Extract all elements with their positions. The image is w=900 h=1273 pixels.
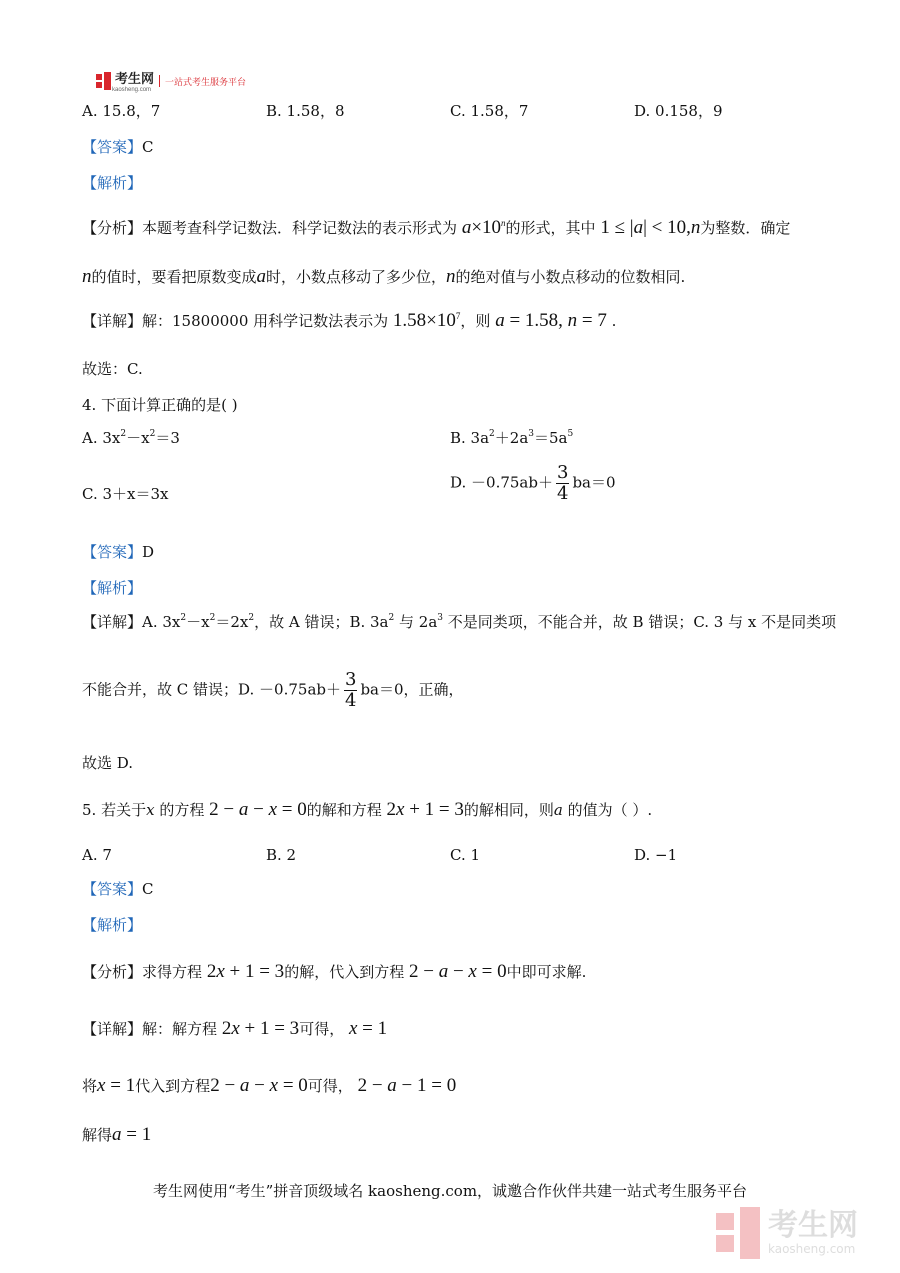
q4-option-b [450,428,573,448]
math-var: x [146,801,155,819]
text: 不是同类项，不能合并，故 B 错误；C. 3 与 x 不是同类项 [443,613,837,631]
fenxi-tag: 【分析】 [82,219,143,237]
math-expression [600,217,700,238]
text: ba＝0 [572,473,616,492]
math-text: ×10 [471,217,502,238]
answer-value: D [142,543,155,561]
q3-option-a: A. 15.8，7 [82,102,161,120]
text: 时，小数点移动了多少位， [266,268,447,286]
math-var: n [446,266,456,287]
math-expression [97,1075,135,1096]
q4-conclusion: 故选 D. [82,754,134,772]
math-text: 2 − [357,1075,388,1096]
text: ＋2a [494,429,529,447]
text: 可得， [299,1020,345,1038]
q3-option-b: B. 1.58，8 [266,102,345,120]
q5-stem [82,800,652,820]
exponent: 2 [248,613,255,623]
math-text: 1.58×10 [392,310,456,331]
math-expression [209,799,307,820]
detail-tag: 【详解】 [82,1020,143,1038]
math-text: + 1 = 3 [239,1018,300,1039]
text: 求得方程 [142,963,203,981]
text: ，则 [460,312,491,330]
text: ＝5a [534,429,568,447]
fraction-numerator: 3 [345,669,357,690]
math-text: 1 ≤ | [600,217,634,238]
exponent: 2 [149,429,156,439]
math-var: a [438,961,449,982]
text: －x [186,613,210,631]
text: 的绝对值与小数点移动的位数相同. [455,268,686,286]
q3-analysis-tag: 【解析】 [82,174,143,192]
math-expression [495,310,607,331]
watermark-domain: kaosheng.com [768,1242,856,1256]
text: 的解和方程 [306,801,382,819]
math-text: 2 − [209,799,239,820]
watermark-name: 考生网 [768,1208,858,1243]
q4-detail-line1 [82,612,836,632]
math-expression [462,217,506,238]
text: 可得， [307,1077,353,1095]
text: 代入到方程 [135,1077,211,1095]
q4-option-c: C. 3＋x＝3x [82,485,169,503]
exponent: 2 [180,613,187,623]
watermark [716,1205,886,1261]
q5-option-d: D. −1 [634,846,678,864]
text: 不能合并，故 C 错误；D. －0.75ab＋ [82,680,341,699]
math-exponent: 7 [455,311,461,321]
text: B. 3a [450,429,490,447]
q3-conclusion: 故选：C. [82,360,143,378]
q3-fenxi-line2 [82,267,685,287]
math-text: 2 [386,799,397,820]
text: ＝2x [215,613,249,631]
exponent: 5 [567,429,574,439]
q5-substitution [82,1076,456,1096]
logo-slogan: 一站式考生服务平台 [165,77,247,88]
text: 将 [82,1077,98,1095]
q3-detail [82,311,616,331]
math-text: − [249,1075,270,1096]
q5-fenxi [82,962,586,982]
exponent: 2 [120,429,127,439]
text: ba＝0，正确， [360,680,464,699]
q5-option-b: B. 2 [266,846,297,864]
q3-fenxi-line1 [82,218,790,238]
q4-answer [82,542,154,562]
math-expression [210,1075,308,1096]
math-var: a [461,217,472,238]
math-text: 2 [206,961,217,982]
text: ，故 A 错误；B. 3a [254,613,389,631]
text: 的解，代入到方程 [284,963,405,981]
text: 解得 [82,1126,113,1144]
header-logo [96,70,246,92]
q4-stem: 4. 下面计算正确的是( ) [82,396,238,414]
text: 解：解方程 [142,1020,218,1038]
q5-analysis-tag: 【解析】 [82,916,143,934]
math-var: a [238,799,249,820]
math-var: a [239,1075,250,1096]
q4-option-d [450,463,616,504]
page-footer: 考生网使用“考生”拼音顶级域名 kaosheng.com，诚邀合作伙伴共建一站式考生服务平台 [152,1182,748,1200]
exponent: 3 [437,613,443,623]
math-var: n [82,266,92,287]
answer-value: C [142,138,154,156]
math-var: x [231,1018,240,1039]
math-var: a [256,266,267,287]
q3-option-c: C. 1.58，7 [450,102,529,120]
math-text: = 1 [357,1018,388,1039]
text: 解：15800000 用科学记数法表示为 [142,312,389,330]
text: 的值时，要看把原数变成 [91,268,257,286]
text: 5. 若关于 [82,801,147,819]
exponent: 3 [528,429,535,439]
math-var: a [112,1124,122,1145]
answer-tag: 【答案】 [82,543,143,561]
q4-detail-line2 [82,670,464,711]
math-text: − [248,799,269,820]
q3-answer [82,137,154,157]
answer-tag: 【答案】 [82,138,143,156]
text: 的解相同，则 [463,801,554,819]
math-var: x [396,799,405,820]
kaosheng-logo-icon [96,72,112,90]
text: 为整数．确定 [700,219,791,237]
exponent: 2 [388,613,395,623]
kaosheng-watermark-icon [716,1207,762,1259]
q5-option-c: C. 1 [450,846,481,864]
fraction [344,670,357,711]
math-text: = 0 [476,961,507,982]
text: D. －0.75ab＋ [450,473,553,492]
math-var: a [553,801,563,819]
math-var: x [468,961,477,982]
logo-domain: kaosheng.com [112,86,152,93]
fraction-denominator: 4 [345,690,357,711]
math-var: x [268,799,277,820]
logo-name: 考生网 [115,71,155,87]
math-text: 2 [221,1018,232,1039]
math-var: a [495,310,505,331]
text: 本题考查科学记数法．科学记数法的表示形式为 [142,219,458,237]
math-text: − [448,961,469,982]
text: 中即可求解. [506,963,587,981]
q4-option-a [82,428,180,448]
text: . [611,312,617,330]
q4-analysis-tag: 【解析】 [82,579,143,597]
fraction-numerator: 3 [556,462,569,483]
math-text: + 1 = 3 [224,961,285,982]
text: 与 2a [394,613,438,631]
math-var: x [216,961,225,982]
fraction-denominator: 4 [556,483,569,504]
math-expression [387,799,464,820]
text: A. 3x [142,613,181,631]
q5-option-a: A. 7 [82,846,112,864]
math-text: = 0 [278,1075,308,1096]
math-text: = 1.58, [504,310,568,331]
math-text: + 1 = 3 [404,799,464,820]
math-var: x [97,1075,106,1096]
detail-tag: 【详解】 [82,613,143,631]
math-text: = 0 [277,799,307,820]
text: 的值为（ ）. [562,801,653,819]
exponent: 2 [489,429,495,439]
math-var: a [633,217,644,238]
math-var: n [690,217,701,238]
math-var: x [269,1075,279,1096]
math-var: a [387,1075,397,1096]
math-var: n [567,310,578,331]
math-text: = 1 [121,1124,152,1145]
fraction [556,463,569,504]
answer-tag: 【答案】 [82,880,143,898]
math-expression [112,1124,151,1145]
logo-divider [159,75,160,87]
math-expression [358,1075,457,1096]
text: －x [126,429,150,447]
math-text: 2 − [408,961,439,982]
answer-value: C [142,880,154,898]
text: ＝3 [155,429,180,447]
math-expression [409,961,507,982]
q5-detail [82,1019,387,1039]
math-expression [393,310,460,331]
text: A. 3x [82,429,121,447]
math-text: = 7 [577,310,607,331]
math-text: | < 10, [643,217,691,238]
math-expression [222,1018,299,1039]
math-text: − 1 = 0 [396,1075,457,1096]
q3-option-d: D. 0.158，9 [634,102,723,120]
q5-solution [82,1125,151,1145]
math-var: x [348,1018,358,1039]
math-text: = 1 [105,1075,136,1096]
math-expression [207,961,284,982]
math-exponent: n [501,218,506,228]
math-text: 2 − [210,1075,240,1096]
math-expression [349,1018,387,1039]
q5-answer [82,879,154,899]
fenxi-tag: 【分析】 [82,963,143,981]
text: 的形式，其中 [505,219,596,237]
exponent: 2 [209,613,216,623]
detail-tag: 【详解】 [82,312,143,330]
text: 的方程 [154,801,205,819]
